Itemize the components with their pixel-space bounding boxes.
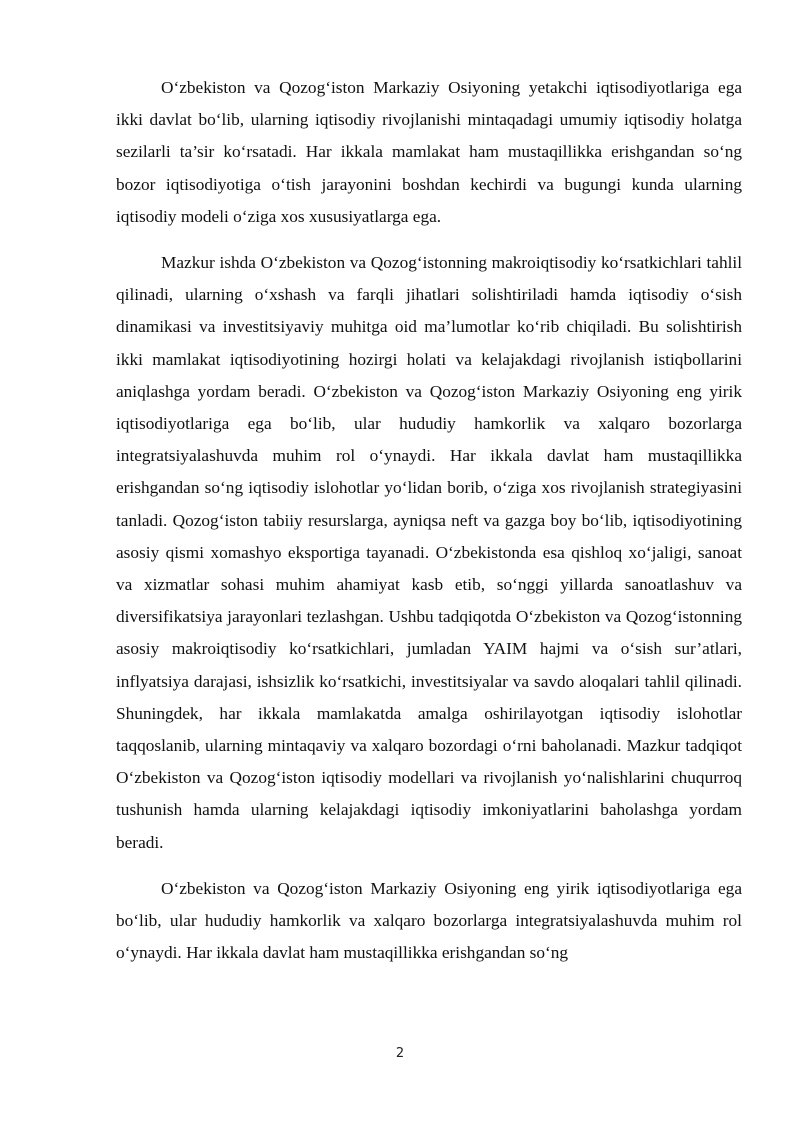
paragraph-main: Mazkur ishda O‘zbekiston va Qozog‘istonning makroiqtisodiy ko‘rsatkichlari tahlil qilinadi, ularning o‘xshash va farqli jihatlari solishtiriladi hamda iqtisodiy o‘sish dinamikasi va investitsiyaviy muhitga oid ma’lumotlar ko‘rib chiqiladi. Bu solishtirish ikki mamlakat iqtisodiyotining hozirgi holati va kelajakdagi rivojlanish istiqbollarini aniqlashga yordam beradi. O‘zbekiston va Qozog‘iston Markaziy Osiyoning eng yirik iqtisodiyotlariga ega bo‘lib, ular hududiy hamkorlik va xalqaro bozorlarga integratsiyalashuvda muhim rol o‘ynaydi. Har ikkala davlat ham mustaqillikka erishgandan so‘ng iqtisodiy islohotlar yo‘lidan borib, o‘ziga xos rivojlanish strategiyasini tanladi. Qozog‘iston tabiiy resurslarga, ayniqsa neft va gazga boy bo‘lib, iqtisodiyotining asosiy qismi xomashyo eksportiga tayanadi. O‘zbekistonda esa qishloq xo‘jaligi, sanoat va xizmatlar sohasi muhim ahamiyat kasb etib, so‘nggi yillarda sanoatlashuv va diversifikatsiya jarayonlari tezlashgan. Ushbu tadqiqotda O‘zbekiston va Qozog‘istonning asosiy makroiqtisodiy ko‘rsatkichlari, jumladan YAIM hajmi va o‘sish sur’atlari, inflyatsiya darajasi, ishsizlik ko‘rsatkichi, investitsiyalar va savdo aloqalari tahlil qilinadi. Shuningdek, har ikkala mamlakatda amalga oshirilayotgan iqtisodiy islohotlar taqqoslanib, ularning mintaqaviy va xalqaro bozordagi o‘rni baholanadi. Mazkur tadqiqot O‘zbekiston va Qozog‘iston iqtisodiy modellari va rivojlanish yo‘nalishlarini chuqurroq tushunish hamda ularning kelajakdagi iqtisodiy imkoniyatlarini baholashga yordam beradi.	[116, 253, 742, 852]
document-body	[116, 72, 742, 983]
page-number: 2	[395, 1046, 405, 1061]
paragraph-continued: O‘zbekiston va Qozog‘iston Markaziy Osiyoning eng yirik iqtisodiyotlariga ega bo‘lib, ular hududiy hamkorlik va xalqaro bozorlarga integratsiyalashuvda muhim rol o‘ynaydi. Har ikkala davlat ham mustaqillikka erishgandan so‘ng	[116, 878, 742, 963]
paragraph-intro: O‘zbekiston va Qozog‘iston Markaziy Osiyoning yetakchi iqtisodiyotlariga ega ikki davlat bo‘lib, ularning iqtisodiy rivojlanishi mintaqadagi umumiy iqtisodiy holatga sezilarli ta’sir ko‘rsatadi. Har ikkala mamlakat ham mustaqillikka erishgandan so‘ng bozor iqtisodiyotiga o‘tish jarayonini boshdan kechirdi va bugungi kunda ularning iqtisodiy modeli o‘ziga xos xususiyatlarga ega.	[116, 78, 742, 226]
